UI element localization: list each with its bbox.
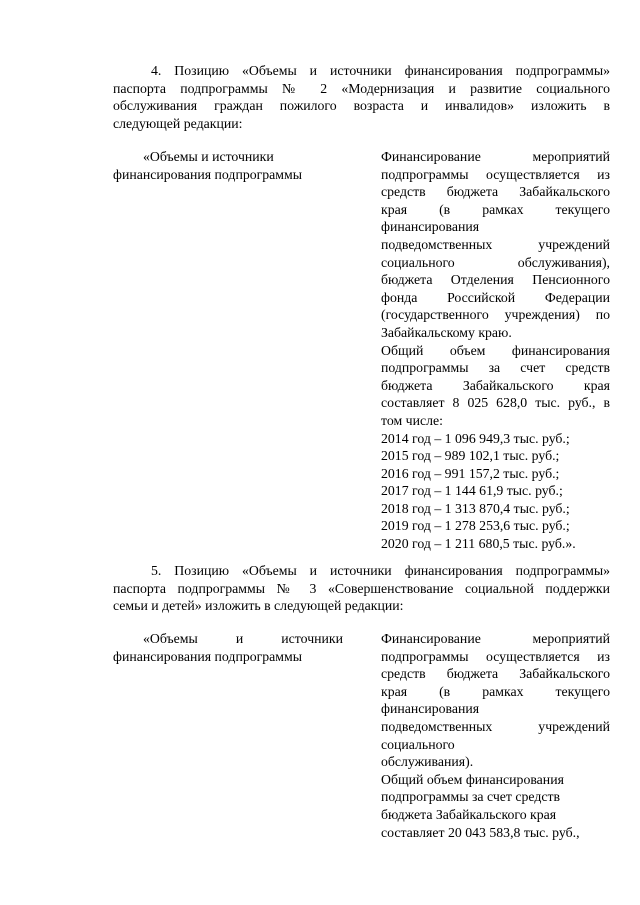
section-5-table-left-cell: [113, 630, 343, 665]
table-right-text-line: социального обслуживания),: [381, 254, 610, 270]
section-5-intro-line: 5. Позицию «Объемы и источники финансирования подпрограммы»: [151, 563, 610, 578]
table-right-text-line: подведомственных учреждений: [381, 718, 610, 734]
table-left-label-line: финансирования подпрограммы: [113, 166, 303, 182]
funding-year-line: 2019 год – 1 278 253,6 тыс. руб.;: [381, 518, 570, 534]
table-right-text-line: подпрограммы осуществляется из: [381, 648, 610, 664]
table-right-text-line: том числе:: [381, 412, 443, 428]
funding-year-line: 2020 год – 1 211 680,5 тыс. руб.».: [381, 536, 576, 552]
table-right-text-line: подпрограммы осуществляется из: [381, 166, 610, 182]
table-right-text-line: социального: [381, 736, 455, 752]
table-right-text-line: финансирования: [381, 701, 480, 717]
table-left-label-line: финансирования подпрограммы: [113, 648, 303, 664]
table-right-text-line: Забайкальскому краю.: [381, 324, 512, 340]
table-right-text-line: бюджета Забайкальского края: [381, 806, 557, 822]
section-4-intro-line: обслуживания граждан пожилого возраста и инвалидов» изложить в: [113, 98, 610, 114]
table-right-text-line: подведомственных учреждений: [381, 236, 610, 252]
table-right-text-line: края (в рамках текущего: [381, 683, 610, 699]
funding-year-line: 2014 год – 1 096 949,3 тыс. руб.;: [381, 430, 570, 446]
section-4-intro: [113, 62, 610, 132]
section-4-intro-line: 4. Позицию «Объемы и источники финансирования подпрограммы»: [151, 63, 610, 78]
table-right-text-line: средств бюджета Забайкальского: [381, 666, 610, 682]
table-right-text-line: Финансирование мероприятий: [381, 631, 610, 646]
table-right-text-line: фонда Российской Федерации: [381, 289, 610, 305]
table-right-text-line: подпрограммы за счет средств: [381, 789, 561, 805]
table-right-text-line: Общий объем финансирования: [381, 342, 610, 358]
funding-year-line: 2015 год – 989 102,1 тыс. руб.;: [381, 448, 560, 464]
section-5-intro: [113, 562, 610, 615]
section-4-table-right-cell: [381, 148, 610, 553]
table-right-text-line: края (в рамках текущего: [381, 201, 610, 217]
funding-year-line: 2016 год – 991 157,2 тыс. руб.;: [381, 465, 560, 481]
table-right-text-line: составляет 20 043 583,8 тыс. руб.,: [381, 824, 580, 840]
table-right-text-line: Общий объем финансирования: [381, 771, 564, 787]
table-right-text-line: средств бюджета Забайкальского: [381, 184, 610, 200]
section-4-intro-line: следующей редакции:: [113, 115, 243, 131]
table-right-text-line: подпрограммы за счет средств: [381, 360, 610, 376]
section-4-intro-line: паспорта подпрограммы № 2 «Модернизация и развитие социального: [113, 80, 610, 96]
table-right-text-line: составляет 8 025 628,0 тыс. руб., в: [381, 395, 610, 411]
table-right-text-line: бюджета Отделения Пенсионного: [381, 272, 610, 288]
section-5-table-right-cell: [381, 630, 610, 841]
table-right-text-line: (государственного учреждения) по: [381, 307, 610, 323]
section-4-table-left-cell: [113, 148, 343, 183]
table-left-label-line: «Объемы и источники: [143, 631, 343, 646]
table-right-text-line: бюджета Забайкальского края: [381, 377, 610, 393]
section-5-intro-line: семьи и детей» изложить в следующей редакции:: [113, 598, 404, 614]
table-right-text-line: финансирования: [381, 219, 480, 235]
funding-year-line: 2017 год – 1 144 61,9 тыс. руб.;: [381, 483, 563, 499]
section-5-intro-line: паспорта подпрограммы № 3 «Совершенствование социальной поддержки: [113, 580, 610, 596]
funding-year-line: 2018 год – 1 313 870,4 тыс. руб.;: [381, 500, 570, 516]
table-right-text-line: обслуживания).: [381, 754, 474, 770]
table-left-label-line: «Объемы и источники: [143, 149, 274, 164]
table-right-text-line: Финансирование мероприятий: [381, 149, 610, 164]
